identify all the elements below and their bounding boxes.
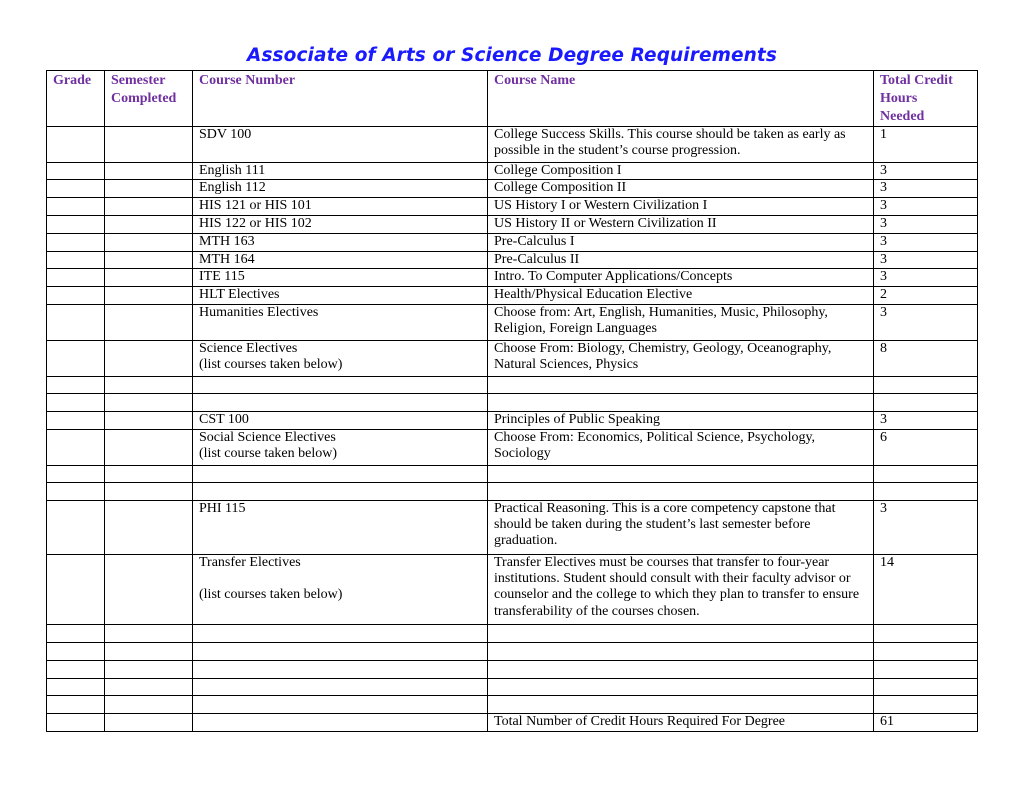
course-name-cell: Choose From: Economics, Political Science, Psychology, Sociology [488,429,874,465]
credit-hours-cell: 14 [874,554,978,624]
credit-hours-cell [874,482,978,500]
table-row [47,695,978,713]
grade-cell [47,393,105,411]
table-row [47,251,978,268]
credit-hours-cell [874,660,978,678]
course-number-cell: CST 100 [193,411,488,429]
credit-hours-cell: 3 [874,251,978,268]
header-total-credit-hours: Total Credit Hours Needed [874,71,978,127]
table-row [47,198,978,215]
credit-hours-cell: 3 [874,269,978,287]
grade-cell [47,163,105,180]
grade-cell [47,251,105,268]
table-row [47,554,978,624]
semester-completed-cell [105,660,193,678]
course-number-cell: HIS 121 or HIS 101 [193,198,488,215]
course-number-cell [193,482,488,500]
header-course-name: Course Name [488,71,874,127]
grade-cell [47,233,105,251]
course-name-cell [488,642,874,660]
grade-cell [47,376,105,393]
grade-cell [47,642,105,660]
table-row [47,287,978,304]
semester-completed-cell [105,269,193,287]
course-number-cell: Transfer Electives (list courses taken below) [193,554,488,624]
table-row [47,500,978,554]
credit-hours-cell [874,642,978,660]
credit-hours-cell: 3 [874,163,978,180]
table-body [47,127,978,732]
course-number-cell: ITE 115 [193,269,488,287]
grade-cell [47,465,105,482]
credit-hours-cell: 8 [874,340,978,376]
table-row [47,678,978,695]
semester-completed-cell [105,180,193,198]
header-semester-completed: Semester Completed [105,71,193,127]
course-name-cell: Choose from: Art, English, Humanities, Music, Philosophy, Religion, Foreign Languages [488,304,874,340]
semester-completed-cell [105,304,193,340]
semester-completed-cell [105,287,193,304]
course-number-cell: MTH 164 [193,251,488,268]
course-name-cell [488,660,874,678]
course-number-cell: Humanities Electives [193,304,488,340]
grade-cell [47,554,105,624]
credit-hours-cell: 3 [874,411,978,429]
course-name-cell: Pre-Calculus I [488,233,874,251]
table-row [47,233,978,251]
semester-completed-cell [105,127,193,163]
credit-hours-cell [874,678,978,695]
table-row [47,713,978,731]
table-row [47,393,978,411]
table-row [47,304,978,340]
course-number-cell: Science Electives (list courses taken below) [193,340,488,376]
grade-cell [47,678,105,695]
credit-hours-cell: 3 [874,500,978,554]
course-number-cell [193,393,488,411]
header-grade: Grade [47,71,105,127]
course-name-cell: Total Number of Credit Hours Required For Degree [488,713,874,731]
course-name-cell: College Composition I [488,163,874,180]
course-number-cell [193,678,488,695]
table-row [47,127,978,163]
grade-cell [47,713,105,731]
grade-cell [47,429,105,465]
course-name-cell: Intro. To Computer Applications/Concepts [488,269,874,287]
semester-completed-cell [105,251,193,268]
grade-cell [47,340,105,376]
course-number-cell [193,642,488,660]
semester-completed-cell [105,215,193,233]
semester-completed-cell [105,340,193,376]
table-row [47,660,978,678]
semester-completed-cell [105,482,193,500]
course-number-cell [193,624,488,642]
course-name-cell [488,465,874,482]
course-number-cell [193,660,488,678]
course-name-cell: Principles of Public Speaking [488,411,874,429]
table-row [47,465,978,482]
course-name-cell: Pre-Calculus II [488,251,874,268]
semester-completed-cell [105,465,193,482]
course-number-cell: English 112 [193,180,488,198]
grade-cell [47,180,105,198]
course-number-cell: Social Science Electives (list course taken below) [193,429,488,465]
course-name-cell [488,376,874,393]
grade-cell [47,695,105,713]
table-row [47,269,978,287]
credit-hours-cell: 1 [874,127,978,163]
credit-hours-cell: 6 [874,429,978,465]
semester-completed-cell [105,198,193,215]
grade-cell [47,287,105,304]
course-number-cell [193,376,488,393]
table-row [47,180,978,198]
semester-completed-cell [105,695,193,713]
course-name-cell [488,482,874,500]
table-row [47,215,978,233]
credit-hours-cell [874,695,978,713]
course-name-cell: College Success Skills. This course should be taken as early as possible in the student’s course progression. [488,127,874,163]
semester-completed-cell [105,624,193,642]
credit-hours-cell: 2 [874,287,978,304]
credit-hours-cell [874,376,978,393]
course-name-cell: Health/Physical Education Elective [488,287,874,304]
semester-completed-cell [105,393,193,411]
credit-hours-cell [874,624,978,642]
course-name-cell: Transfer Electives must be courses that transfer to four-year institutions. Student should consult with their faculty advisor or counselor and the college to which they plan to transfer to ensure transferability of the courses chosen. [488,554,874,624]
course-number-cell: SDV 100 [193,127,488,163]
course-name-cell: College Composition II [488,180,874,198]
grade-cell [47,500,105,554]
semester-completed-cell [105,500,193,554]
course-number-cell: English 111 [193,163,488,180]
credit-hours-cell [874,465,978,482]
credit-hours-cell [874,393,978,411]
credit-hours-cell: 3 [874,215,978,233]
table-row [47,163,978,180]
header-course-number: Course Number [193,71,488,127]
semester-completed-cell [105,642,193,660]
credit-hours-cell: 3 [874,180,978,198]
course-number-cell: HIS 122 or HIS 102 [193,215,488,233]
course-name-cell: US History I or Western Civilization I [488,198,874,215]
table-row [47,642,978,660]
semester-completed-cell [105,376,193,393]
semester-completed-cell [105,233,193,251]
page-title: Associate of Arts or Science Degree Requirements [247,45,777,66]
table-row [47,376,978,393]
table-row [47,429,978,465]
course-name-cell: US History II or Western Civilization II [488,215,874,233]
course-number-cell [193,465,488,482]
credit-hours-cell: 3 [874,233,978,251]
course-number-cell: HLT Electives [193,287,488,304]
semester-completed-cell [105,429,193,465]
semester-completed-cell [105,713,193,731]
grade-cell [47,215,105,233]
credit-hours-cell: 3 [874,198,978,215]
semester-completed-cell [105,163,193,180]
grade-cell [47,269,105,287]
course-number-cell: MTH 163 [193,233,488,251]
grade-cell [47,127,105,163]
course-name-cell: Practical Reasoning. This is a core competency capstone that should be taken during the student’s last semester before graduation. [488,500,874,554]
grade-cell [47,198,105,215]
course-number-cell [193,695,488,713]
semester-completed-cell [105,678,193,695]
grade-cell [47,660,105,678]
table-row [47,340,978,376]
grade-cell [47,304,105,340]
course-name-cell [488,678,874,695]
course-name-cell [488,393,874,411]
grade-cell [47,482,105,500]
table-header-row [47,71,978,127]
course-number-cell [193,713,488,731]
credit-hours-cell: 3 [874,304,978,340]
course-number-cell: PHI 115 [193,500,488,554]
credit-hours-cell: 61 [874,713,978,731]
course-name-cell [488,624,874,642]
semester-completed-cell [105,554,193,624]
table-row [47,624,978,642]
grade-cell [47,411,105,429]
table-row [47,482,978,500]
course-name-cell [488,695,874,713]
grade-cell [47,624,105,642]
table-row [47,411,978,429]
requirements-table [46,70,978,732]
semester-completed-cell [105,411,193,429]
course-name-cell: Choose From: Biology, Chemistry, Geology, Oceanography, Natural Sciences, Physics [488,340,874,376]
